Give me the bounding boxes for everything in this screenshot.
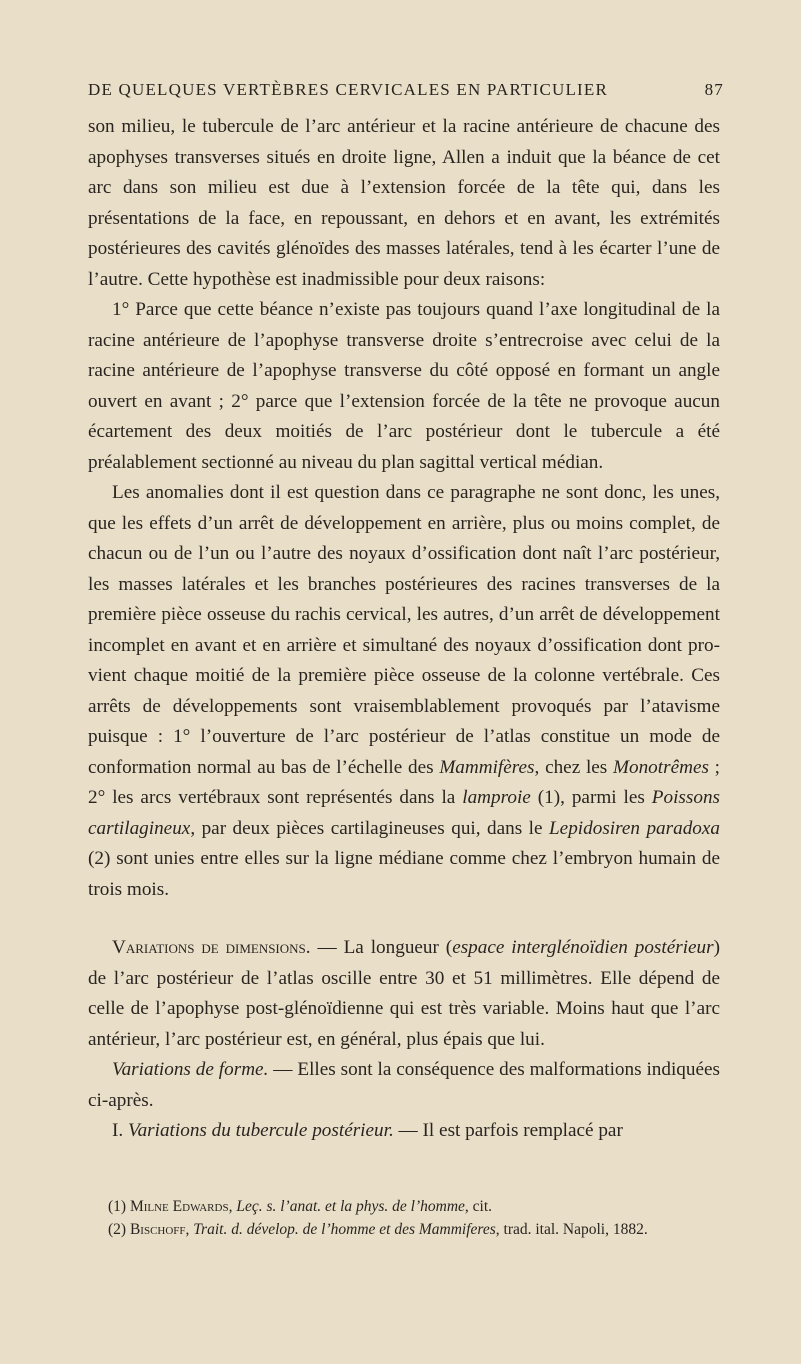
italic-term: espace interglénoïdien postérieur	[452, 937, 714, 958]
page-number: 87	[704, 80, 724, 99]
italic-term: Poissons cartilagineux	[88, 787, 721, 839]
footnote-marker: (1)	[108, 1198, 127, 1215]
section-gap	[88, 905, 720, 933]
footnote-2	[88, 1218, 720, 1241]
running-header	[88, 80, 724, 100]
text-run: , trad. ital. Napoli, 1882.	[495, 1221, 648, 1238]
text-run: , chez les	[534, 756, 608, 778]
footnote-author: Milne Edwards,	[129, 1198, 233, 1215]
paragraph-forme	[88, 1055, 720, 1116]
footnote-title: Leç. s. l’anat. et la phys. de l’homme	[236, 1198, 465, 1215]
footnote-marker: (2)	[108, 1221, 127, 1238]
text-run: — La longueur (	[310, 937, 453, 958]
italic-term: Mammifères	[439, 756, 535, 778]
running-title: DE QUELQUES VERTÈBRES CERVICALES EN PARTICULIER	[88, 80, 609, 99]
text-run: (1), parmi les	[530, 787, 645, 808]
text-run: Les anomalies dont il est question dans ce paragraphe ne sont donc, les unes, que les effets d’un arrêt de développement en arrière, plus ou moins complet, de chacun ou de l’un ou l’autre des noyaux d’ossification dont naît l’arc postérieur, les masses latérales et les branches postérieures des racines transverses de la première pièce osseuse du rachis cervical, les autres, d’un arrêt de développement incomplet en avant et en arrière et simultané des noyaux d’ossification dont provient chaque moitié de la première pièce osseuse de la colonne vertébrale. Ces arrêts de développements sont vraisemblablement provoqués par l’atavisme puisque : 1° l’ouverture de l’arc postérieur de l’atlas constitue un mode de conformation normal au bas de l’échelle des	[88, 482, 720, 778]
main-text	[88, 112, 720, 1147]
footnote-author: Bischoff,	[129, 1221, 190, 1238]
footnote-1	[88, 1195, 720, 1218]
text-run: — Il est parfois remplacé par	[393, 1120, 623, 1141]
italic-term: Monotrêmes	[613, 756, 709, 778]
paragraph-reasons: 1° Parce que cette béance n’existe pas toujours quand l’axe longitudinal de la racine antérieure de l’apophyse transverse droite s’entrecroise avec celui de la racine antérieure de l’apophyse transverse du côté opposé en formant un angle ouvert en avant ; 2° parce que l’extension forcée de la tête ne provoque aucun écartement des deux moitiés de l’arc postérieur dont le tubercule a été préalablement sectionné au niveau du plan sagittal vertical médian.	[88, 299, 720, 473]
footnote-title: Trait. d. dévelop. de l’homme et des Mammiferes	[193, 1221, 496, 1238]
text-run: , par deux pièces cartilagineuses qui, dans le	[190, 817, 543, 839]
italic-term: Lepidosiren paradoxa	[549, 817, 720, 839]
text-run: ; 2° les arcs vertébraux sont représentés dans la	[88, 756, 721, 808]
text-run: (2) sont unies entre elles sur la ligne médiane comme chez l’embryon humain de trois mois.	[88, 848, 720, 900]
text-run: — Elles sont la conséquence des malformations indiquées ci-après.	[88, 1059, 720, 1111]
text-run: I.	[112, 1120, 124, 1141]
footnotes	[88, 1195, 720, 1241]
text-run: ) de l’arc postérieur de l’atlas oscille entre 30 et 51 millimètres. Elle dépend de celle de l’apophyse post-glénoïdienne qui est très variable. Moins haut que l’arc antérieur, l’arc postérieur est, en général, plus épais que lui.	[88, 937, 720, 1050]
paragraph-anomalies	[88, 478, 720, 905]
paragraph-dimensions	[88, 933, 720, 1055]
paragraph-tubercule	[88, 1116, 720, 1147]
italic-term: lamproie	[462, 787, 531, 808]
text-run: , cit.	[464, 1198, 493, 1215]
section-heading: Variations de dimensions.	[112, 937, 311, 958]
italic-heading: Variations de forme.	[112, 1059, 269, 1080]
paragraph-continued: son milieu, le tubercule de l’arc antérieur et la racine antérieure de chacune des apophyses transverses situés en droite ligne, Allen a induit que la béance de cet arc dans son milieu est due à l’extension forcée de la tête qui, dans les présentations de la face, en repoussant, en dehors et en avant, les extrémités postérieures des cavités glénoïdes des masses latérales, tend à les écarter l’une de l’autre. Cette hypothèse est inadmissible pour deux raisons:	[88, 116, 720, 290]
italic-heading: Variations du tubercule postérieur.	[127, 1120, 394, 1141]
